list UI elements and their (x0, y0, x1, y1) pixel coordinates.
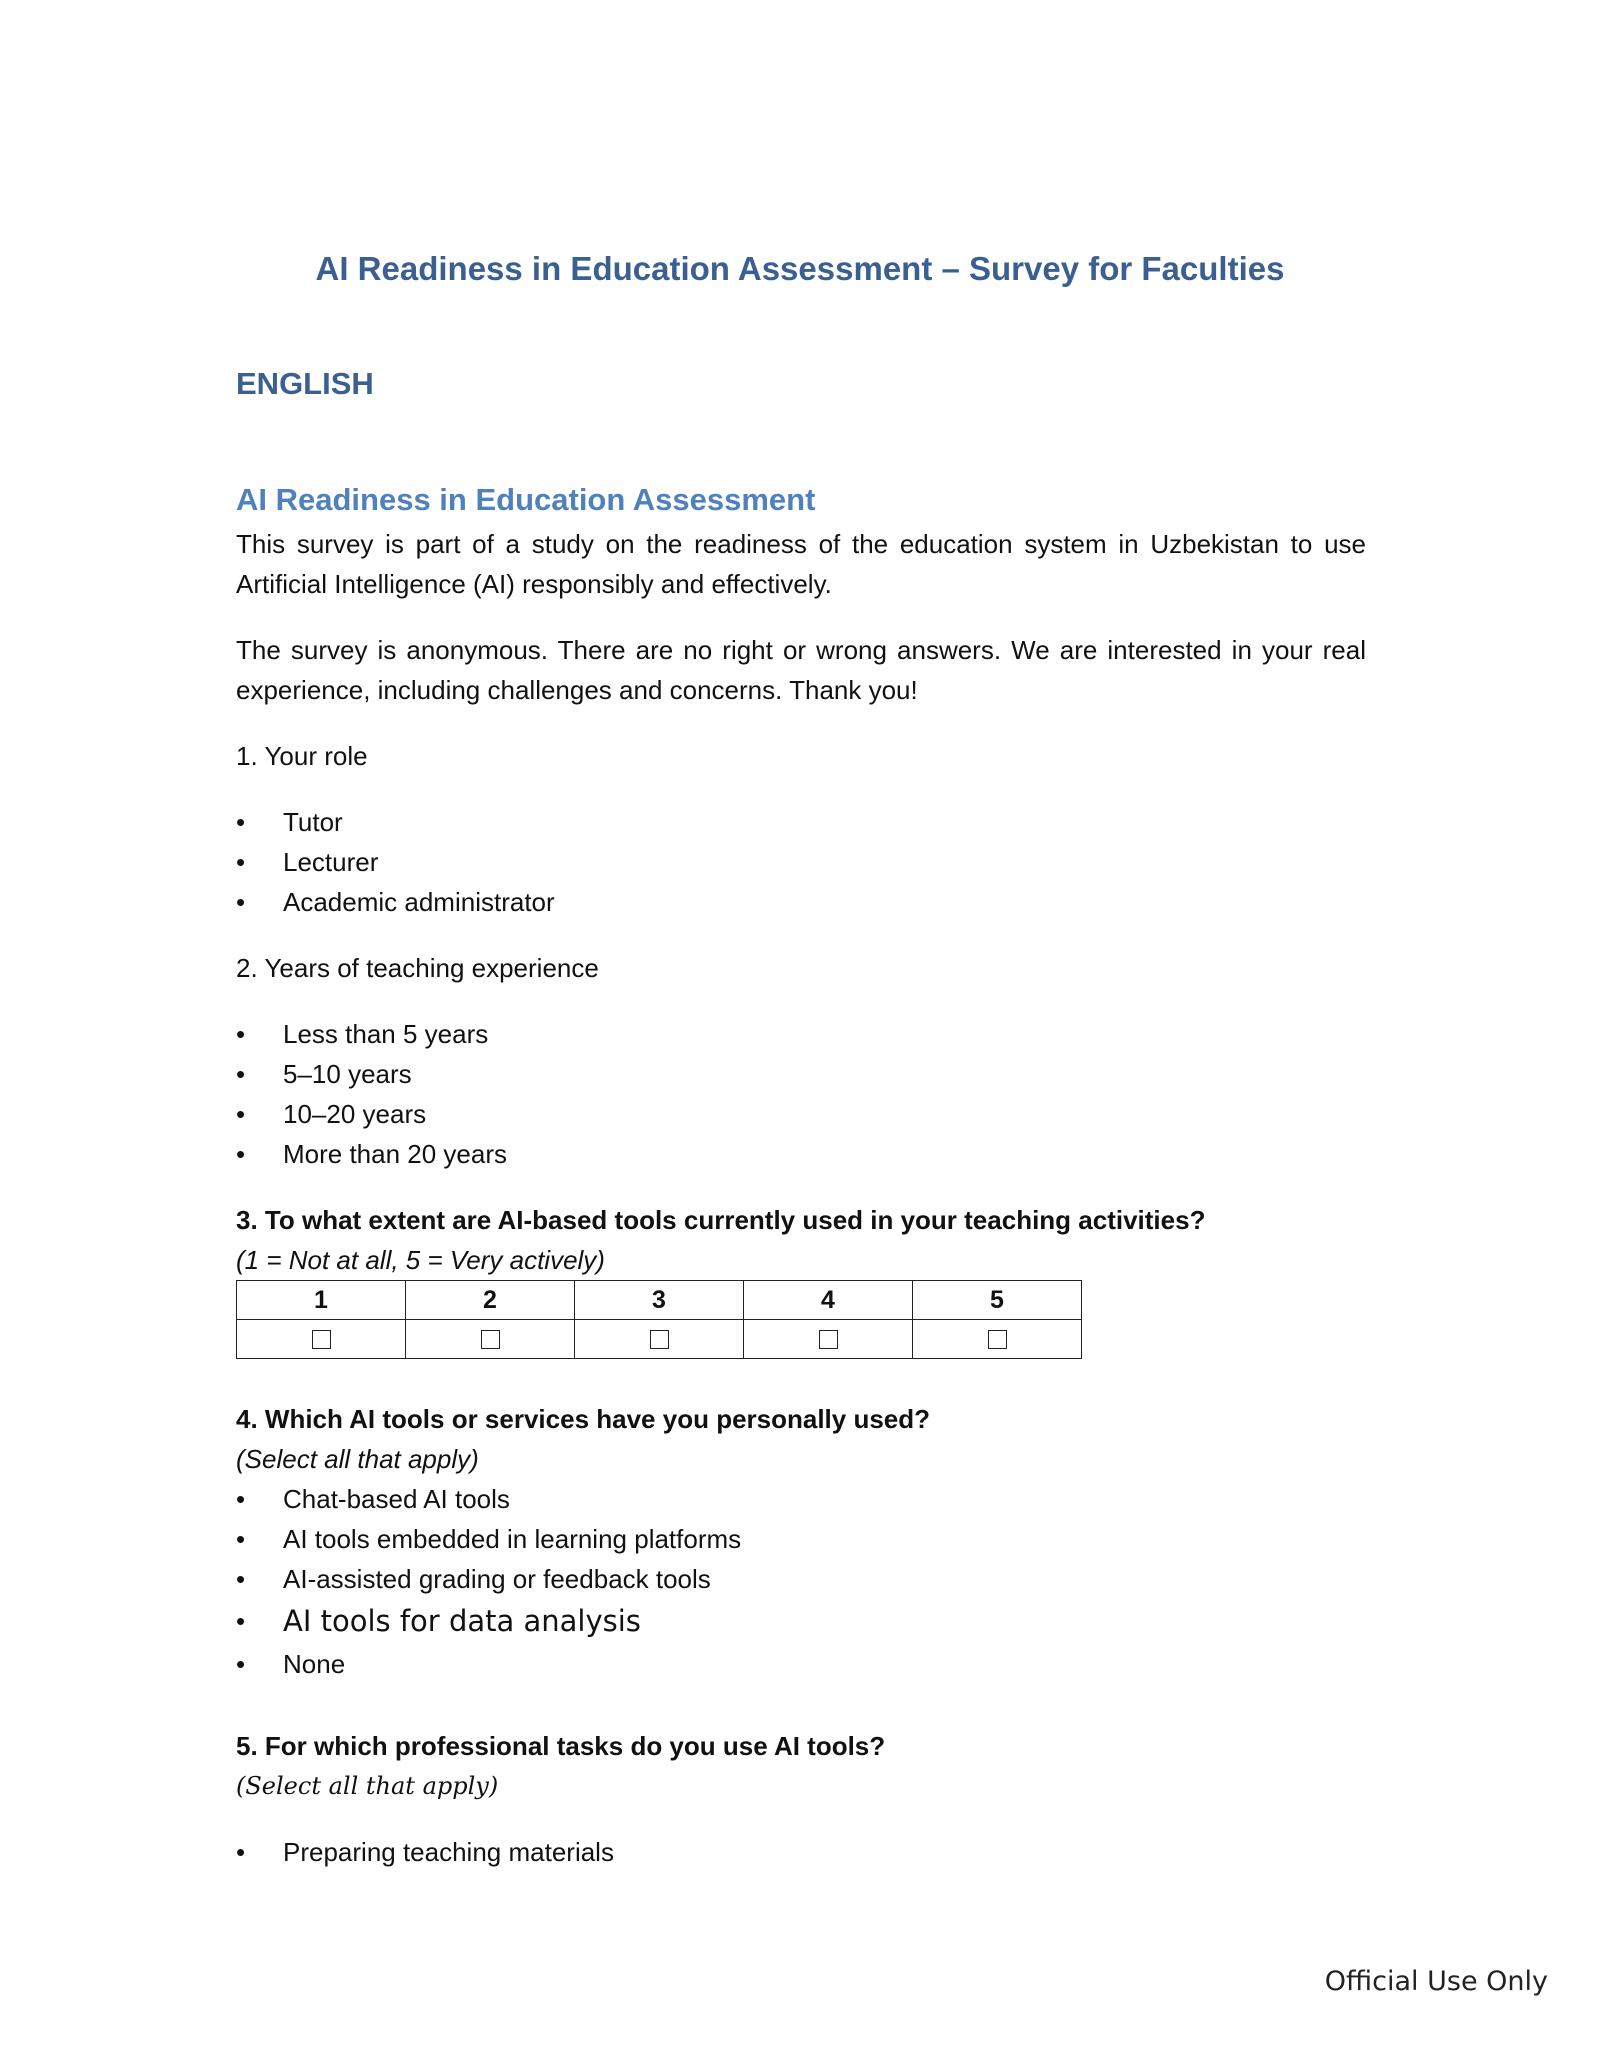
bullet-icon: • (236, 847, 246, 877)
scale-cell-5 (913, 1320, 1082, 1359)
option-tutor[interactable] (236, 802, 1366, 842)
scale-label-5: 5 (913, 1281, 1082, 1320)
bullet-icon: • (236, 1099, 246, 1129)
option-label: None (283, 1649, 346, 1679)
option-label: Academic administrator (283, 887, 555, 917)
bullet-icon: • (236, 1606, 246, 1636)
bullet-icon: • (236, 1649, 246, 1679)
checkbox-5[interactable] (988, 1330, 1007, 1349)
option-5-10[interactable] (236, 1054, 1366, 1094)
language-heading: ENGLISH (236, 366, 374, 401)
scale-cell-4 (744, 1320, 913, 1359)
question-1-text: 1. Your role (236, 741, 368, 771)
document-body (236, 366, 1366, 1898)
section-heading: AI Readiness in Education Assessment (236, 482, 816, 517)
question-4-options (236, 1479, 1366, 1684)
scale-label-4: 4 (744, 1281, 913, 1320)
bullet-icon: • (236, 887, 246, 917)
question-4-hint: (Select all that apply) (236, 1444, 479, 1474)
option-lecturer[interactable] (236, 842, 1366, 882)
bullet-icon: • (236, 1059, 246, 1089)
bullet-icon: • (236, 1019, 246, 1049)
question-2-text: 2. Years of teaching experience (236, 953, 599, 983)
option-more-than-20[interactable] (236, 1134, 1366, 1174)
option-preparing-materials[interactable] (236, 1832, 1366, 1872)
option-10-20[interactable] (236, 1094, 1366, 1134)
checkbox-3[interactable] (650, 1330, 669, 1349)
scale-label-1: 1 (237, 1281, 406, 1320)
question-5-options (236, 1832, 1366, 1872)
option-none[interactable] (236, 1644, 1366, 1684)
footer-classification-label: Official Use Only (1324, 1966, 1548, 1997)
option-label: Lecturer (283, 847, 379, 877)
checkbox-4[interactable] (819, 1330, 838, 1349)
scale-cell-2 (406, 1320, 575, 1359)
intro-paragraph-2: The survey is anonymous. There are no right or wrong answers. We are interested in your real experience, including challenges and concerns. Thank you! (236, 635, 1366, 705)
bullet-icon: • (236, 1484, 246, 1514)
question-3-text: 3. To what extent are AI-based tools currently used in your teaching activities? (236, 1205, 1206, 1235)
option-less-than-5[interactable] (236, 1014, 1366, 1054)
option-label: Tutor (283, 807, 343, 837)
option-label: AI tools for data analysis (283, 1604, 641, 1638)
option-label: 10–20 years (283, 1099, 427, 1129)
scale-label-3: 3 (575, 1281, 744, 1320)
question-4-text: 4. Which AI tools or services have you personally used? (236, 1404, 931, 1434)
option-ai-learning-platforms[interactable] (236, 1519, 1366, 1559)
option-label: AI tools embedded in learning platforms (283, 1524, 742, 1554)
question-5-hint: (Select all that apply) (236, 1772, 499, 1800)
option-label: Chat-based AI tools (283, 1484, 510, 1514)
option-label: Less than 5 years (283, 1019, 489, 1049)
option-label: AI-assisted grading or feedback tools (283, 1564, 711, 1594)
document-title: AI Readiness in Education Assessment – Survey for Faculties (315, 250, 1285, 287)
option-ai-grading[interactable] (236, 1559, 1366, 1599)
intro-paragraph-1: This survey is part of a study on the readiness of the education system in Uzbekistan to use Artificial Intelligence (AI) responsibly and effectively. (236, 529, 1366, 599)
bullet-icon: • (236, 807, 246, 837)
bullet-icon: • (236, 1524, 246, 1554)
option-ai-data-analysis[interactable] (236, 1599, 1366, 1644)
question-2-options (236, 1014, 1366, 1174)
option-academic-administrator[interactable] (236, 882, 1366, 922)
scale-cell-1 (237, 1320, 406, 1359)
rating-scale-table (236, 1280, 1082, 1359)
option-label: 5–10 years (283, 1059, 412, 1089)
option-label: Preparing teaching materials (283, 1837, 614, 1867)
question-3-hint: (1 = Not at all, 5 = Very actively) (236, 1245, 605, 1275)
rating-scale-header-row (237, 1281, 1082, 1320)
scale-cell-3 (575, 1320, 744, 1359)
question-5-text: 5. For which professional tasks do you use AI tools? (236, 1731, 886, 1761)
option-chat-based-ai[interactable] (236, 1479, 1366, 1519)
checkbox-1[interactable] (312, 1330, 331, 1349)
rating-scale-checkbox-row (237, 1320, 1082, 1359)
bullet-icon: • (236, 1564, 246, 1594)
question-1-options (236, 802, 1366, 922)
checkbox-2[interactable] (481, 1330, 500, 1349)
bullet-icon: • (236, 1837, 246, 1867)
scale-label-2: 2 (406, 1281, 575, 1320)
option-label: More than 20 years (283, 1139, 508, 1169)
bullet-icon: • (236, 1139, 246, 1169)
